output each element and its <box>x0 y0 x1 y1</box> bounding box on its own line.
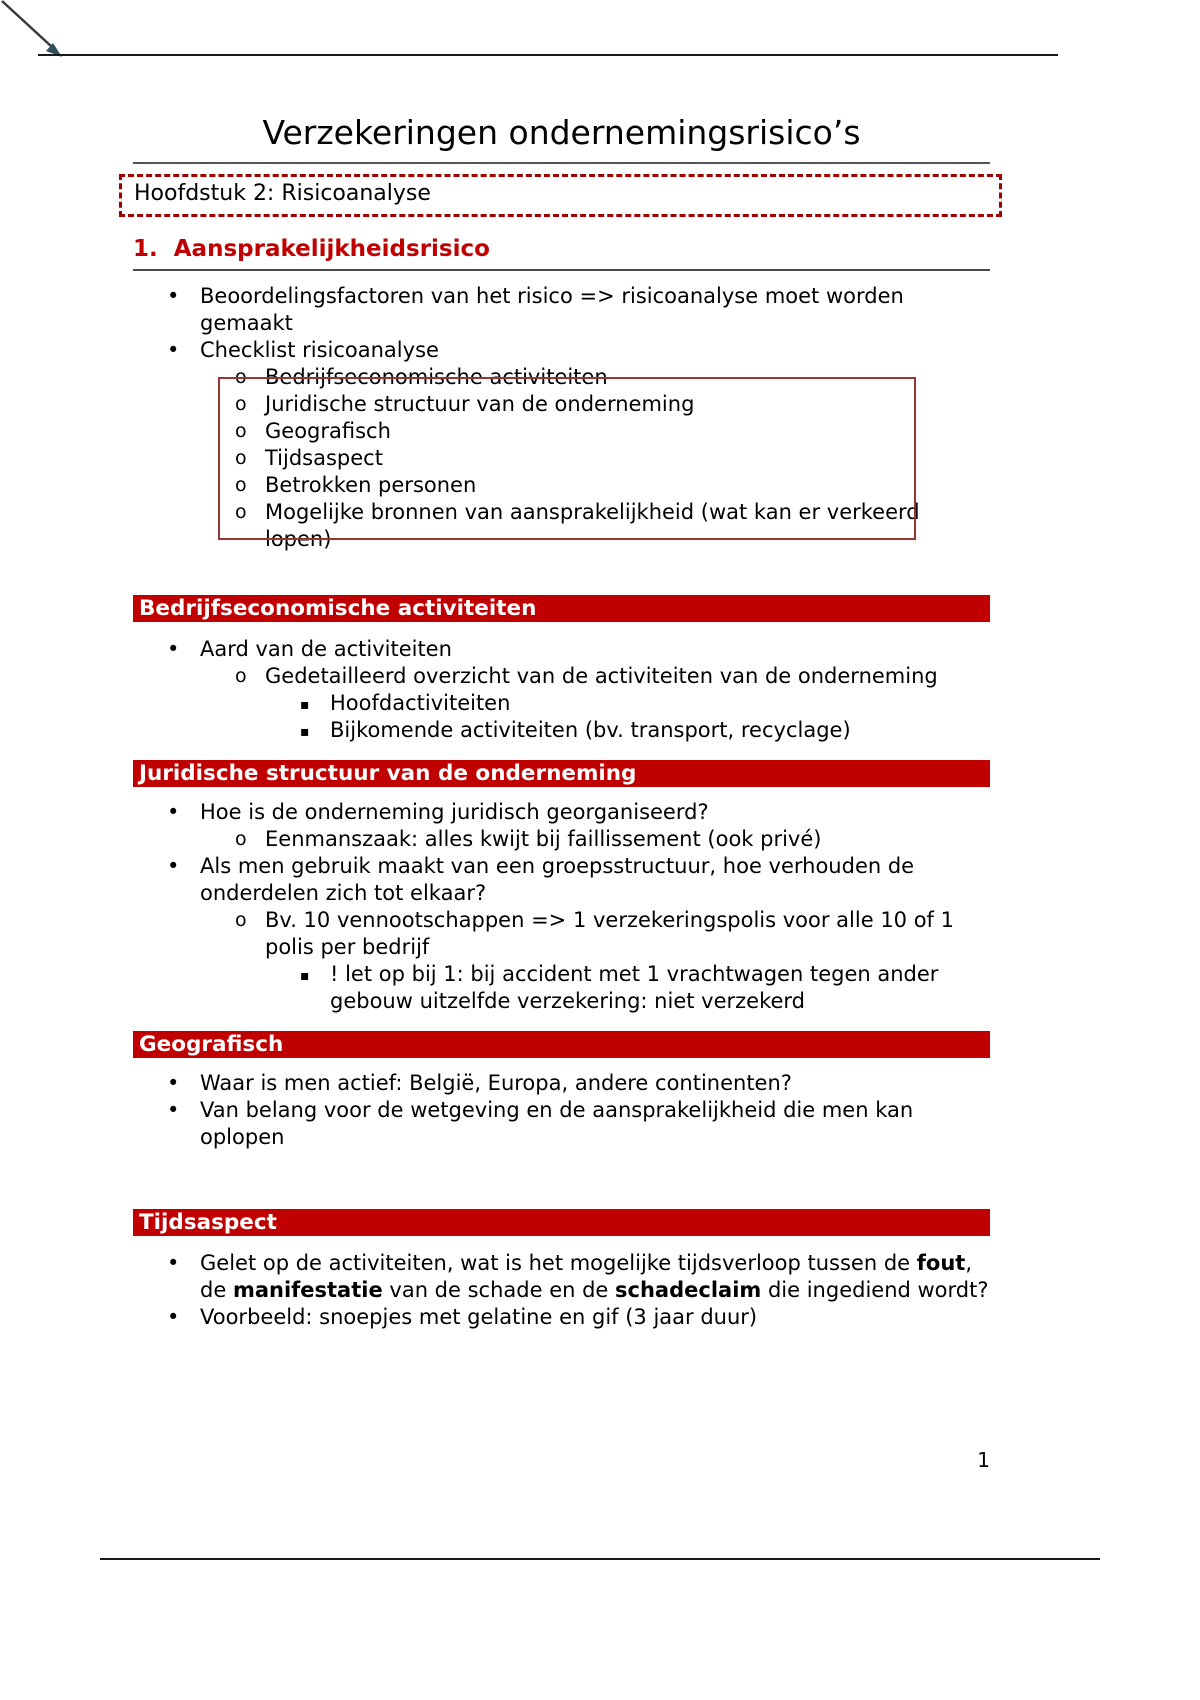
bullet-item: o Gedetailleerd overzicht van de activiteiten van de onderneming <box>133 663 990 690</box>
checklist-item: o Juridische structuur van de onderneming <box>133 391 990 418</box>
banner-label: Bedrijfseconomische activiteiten <box>139 596 537 621</box>
corner-arrow-icon <box>0 0 90 90</box>
banner-geografisch <box>133 1031 990 1058</box>
text-segment: van de schade en de <box>382 1278 616 1302</box>
banner-tijdsaspect <box>133 1209 990 1236</box>
bullet-item: ▪ ! let op bij 1: bij accident met 1 vrachtwagen tegen ander gebouw uitzelfde verzekering: niet verzekerd <box>133 961 990 1015</box>
bold-term: schadeclaim <box>615 1278 762 1302</box>
geografisch-list <box>133 1070 990 1151</box>
section-heading-aansprakelijkheidsrisico <box>133 235 990 271</box>
bullet-item: • Aard van de activiteiten <box>133 636 990 663</box>
bottom-rule <box>100 1558 1100 1560</box>
heading-text: Aansprakelijkheidsrisico <box>173 236 490 262</box>
bullet-item: • Waar is men actief: België, Europa, andere continenten? <box>133 1070 990 1097</box>
bullet-item-rich <box>133 1250 990 1304</box>
checklist-container <box>133 364 990 553</box>
bullet-item: ▪ Hoofdactiviteiten <box>133 690 990 717</box>
bullet-item: • Voorbeeld: snoepjes met gelatine en gif (3 jaar duur) <box>133 1304 990 1331</box>
chapter-box-label: Hoofdstuk 2: Risicoanalyse <box>134 181 431 206</box>
checklist-item: o Bedrijfseconomische activiteiten <box>133 364 990 391</box>
banner-label: Tijdsaspect <box>139 1210 277 1235</box>
bullet-item: • Van belang voor de wetgeving en de aansprakelijkheid die men kan oplopen <box>133 1097 990 1151</box>
bullet-item: o Bv. 10 vennootschappen => 1 verzekeringspolis voor alle 10 of 1 polis per bedrijf <box>133 907 990 961</box>
banner-label: Juridische structuur van de onderneming <box>139 761 637 786</box>
bullet-item: • Checklist risicoanalyse <box>133 337 990 364</box>
risk-bullet-list <box>133 283 990 364</box>
text-segment: , de <box>200 1251 972 1302</box>
page-content <box>133 0 990 1331</box>
bullet-item: • Als men gebruik maakt van een groepsstructuur, hoe verhouden de onderdelen zich tot elkaar? <box>133 853 990 907</box>
checklist-item: o Mogelijke bronnen van aansprakelijkheid (wat kan er verkeerd lopen) <box>133 499 990 553</box>
bullet-item: • Beoordelingsfactoren van het risico => risicoanalyse moet worden gemaakt <box>133 283 990 337</box>
banner-juridische-structuur <box>133 760 990 787</box>
text-segment: die ingediend wordt? <box>761 1278 989 1302</box>
bold-term: fout <box>916 1251 966 1275</box>
banner-bedrijfseconomische-activiteiten <box>133 595 990 622</box>
checklist <box>133 364 990 553</box>
bedrijfseconomisch-list <box>133 636 990 744</box>
heading-number: 1. <box>133 236 158 262</box>
juridisch-list <box>133 799 990 1015</box>
checklist-item: o Betrokken personen <box>133 472 990 499</box>
bold-term: manifestatie <box>232 1278 383 1302</box>
text-segment: Gelet op de activiteiten, wat is het mogelijke tijdsverloop tussen de <box>200 1251 917 1275</box>
bullet-item: o Eenmanszaak: alles kwijt bij faillissement (ook privé) <box>133 826 990 853</box>
page-number: 1 <box>977 1448 990 1472</box>
chapter-box <box>119 174 1002 217</box>
tijdsaspect-list <box>133 1250 990 1331</box>
page-title: Verzekeringen ondernemingsrisico’s <box>133 112 990 164</box>
checklist-item: o Geografisch <box>133 418 990 445</box>
bullet-item: ▪ Bijkomende activiteiten (bv. transport, recyclage) <box>133 717 990 744</box>
checklist-item: o Tijdsaspect <box>133 445 990 472</box>
bullet-item: • Hoe is de onderneming juridisch georganiseerd? <box>133 799 990 826</box>
banner-label: Geografisch <box>139 1032 284 1057</box>
